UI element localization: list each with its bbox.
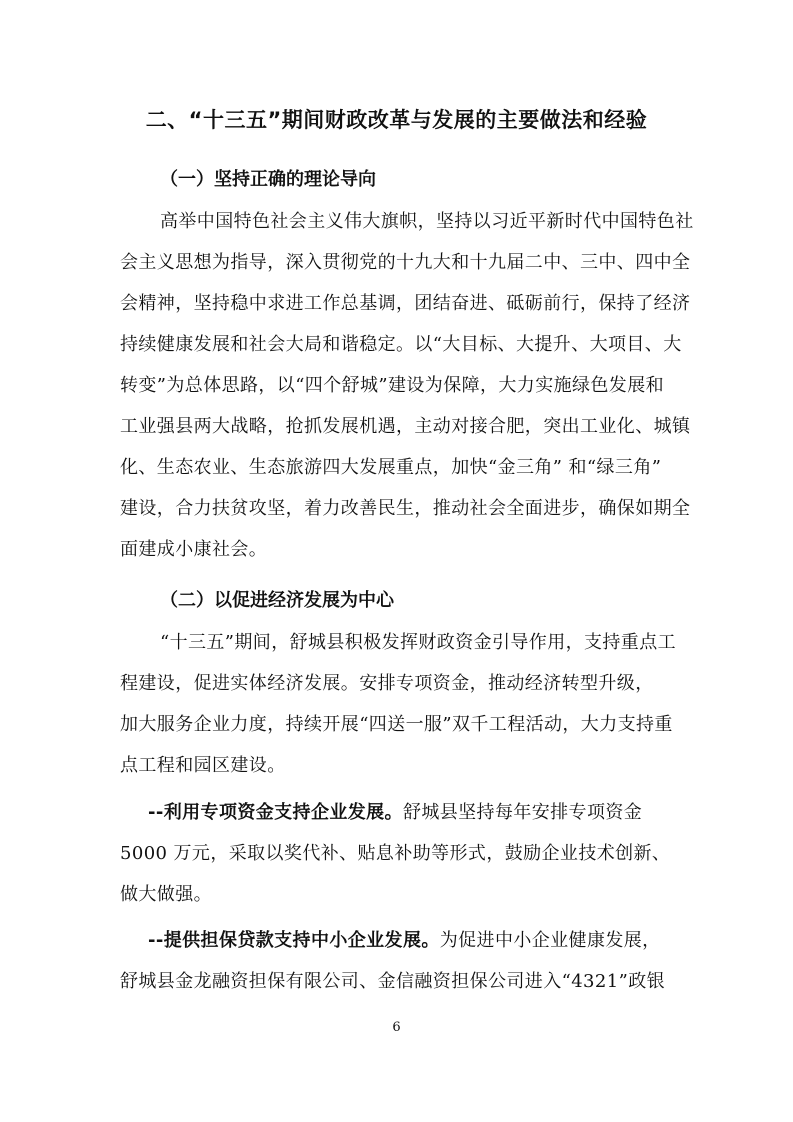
paragraph-line: 面建成小康社会。 <box>120 539 268 560</box>
paragraph-line: 5000 万元，采取以奖代补、贴息补助等形式，鼓励企业技术创新、 <box>120 843 671 864</box>
item-lead: --利用专项资金支持企业发展。 <box>148 802 403 823</box>
paragraph-line: 会精神，坚持稳中求进工作总基调，团结奋进、砥砺前行，保持了经济 <box>120 293 691 314</box>
paragraph-line: 点工程和园区建设。 <box>120 755 286 776</box>
paragraph-line: 舒城县金龙融资担保有限公司、金信融资担保公司进入“4321”政银 <box>120 971 666 992</box>
item-lead: --提供担保贷款支持中小企业发展。 <box>148 930 440 951</box>
paragraph-line: 转变”为总体思路，以“四个舒城”建设为保障，大力实施绿色发展和 <box>120 375 665 396</box>
subheading-2: （二）以促进经济发展为中心 <box>160 590 394 611</box>
paragraph-line: 建设，合力扶贫攻坚，着力改善民生，推动社会全面进步，确保如期全 <box>120 498 691 519</box>
item-text: 舒城县坚持每年安排专项资金 <box>402 802 643 823</box>
paragraph-line: 加大服务企业力度，持续开展“四送一服”双千工程活动，大力支持重 <box>120 714 673 735</box>
item-text: 为促进中小企业健康发展， <box>439 930 661 951</box>
paragraph-line: 做大做强。 <box>120 884 212 905</box>
subheading-1: （一）坚持正确的理论导向 <box>160 169 376 190</box>
paragraph-line: 化、生态农业、生态旅游四大发展重点，加快“金三角” 和“绿三角” <box>120 457 662 478</box>
paragraph-line: 持续健康发展和社会大局和谐稳定。以“大目标、大提升、大项目、大 <box>120 334 682 355</box>
paragraph-line <box>148 926 661 952</box>
paragraph-line: 高举中国特色社会主义伟大旗帜，坚持以习近平新时代中国特色社 <box>160 211 694 232</box>
paragraph-line: 程建设，促进实体经济发展。安排专项资金，推动经济转型升级， <box>120 673 654 694</box>
page-number: 6 <box>392 1020 401 1035</box>
paragraph-line: 工业强县两大战略，抢抓发展机遇，主动对接合肥，突出工业化、城镇 <box>120 416 691 437</box>
paragraph-line: 会主义思想为指导，深入贯彻党的十九大和十九届二中、三中、四中全 <box>120 252 691 273</box>
paragraph-line <box>148 798 642 824</box>
paragraph-line: “十三五”期间，舒城县积极发挥财政资金引导作用，支持重点工 <box>160 632 677 653</box>
section-title: 二、“十三五”期间财政改革与发展的主要做法和经验 <box>145 108 648 132</box>
